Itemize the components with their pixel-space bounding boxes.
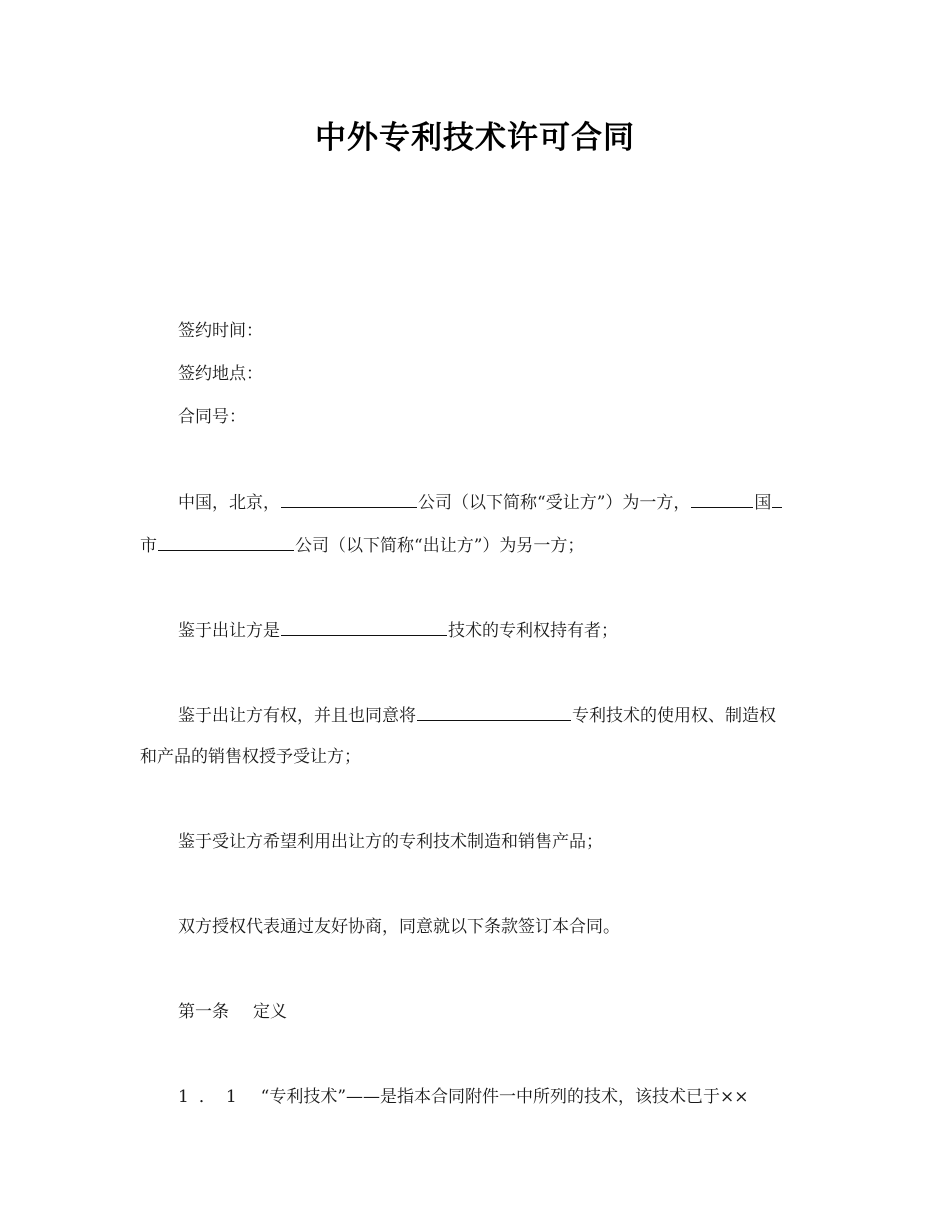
whereas-2-suffix: 专利技术的使用权、制造权 — [572, 706, 776, 726]
clause-1-1-text: “专利技术”——是指本合同附件一中所列的技术，该技术已于×× — [260, 1087, 749, 1107]
whereas-2-prefix: 鉴于出让方有权，并且也同意将 — [178, 706, 416, 726]
licensor-country-blank[interactable] — [691, 490, 753, 508]
document-title: 中外专利技术许可合同 — [315, 120, 635, 156]
article-1-heading — [178, 1001, 287, 1023]
whereas-clause-2 — [178, 703, 776, 727]
parties-prefix: 中国，北京， — [178, 493, 280, 513]
licensor-company-blank[interactable] — [158, 533, 294, 551]
patent-technology-blank[interactable] — [417, 703, 571, 721]
article-1-title: 定义 — [253, 1002, 287, 1022]
contract-number-label: 合同号： — [178, 407, 246, 427]
signing-time-label: 签约时间： — [178, 321, 263, 341]
whereas-clause-2-continuation: 和产品的销售权授予受让方； — [140, 747, 361, 767]
article-1-number: 第一条 — [178, 1002, 229, 1022]
whereas-1-prefix: 鉴于出让方是 — [178, 621, 280, 641]
whereas-clause-3: 鉴于受让方希望利用出让方的专利技术制造和销售产品； — [178, 832, 603, 852]
technology-name-blank[interactable] — [281, 618, 447, 636]
agreement-statement: 双方授权代表通过友好协商，同意就以下条款签订本合同。 — [178, 917, 620, 937]
whereas-clause-1 — [178, 618, 618, 642]
parties-line-1 — [178, 490, 783, 514]
parties-line-2 — [140, 533, 584, 557]
city-label: 市 — [140, 536, 157, 556]
licensor-city-blank[interactable] — [772, 490, 782, 508]
licensee-company-blank[interactable] — [281, 490, 417, 508]
parties-licensor-text: 公司（以下简称“出让方”）为另一方； — [295, 536, 585, 556]
whereas-1-suffix: 技术的专利权持有者； — [448, 621, 618, 641]
signing-place-label: 签约地点： — [178, 364, 263, 384]
parties-licensee-text: 公司（以下简称“受让方”）为一方， — [418, 493, 691, 513]
country-label: 国 — [754, 493, 772, 513]
clause-1-1-number: 1．1 — [178, 1087, 247, 1107]
clause-1-1 — [178, 1086, 749, 1108]
